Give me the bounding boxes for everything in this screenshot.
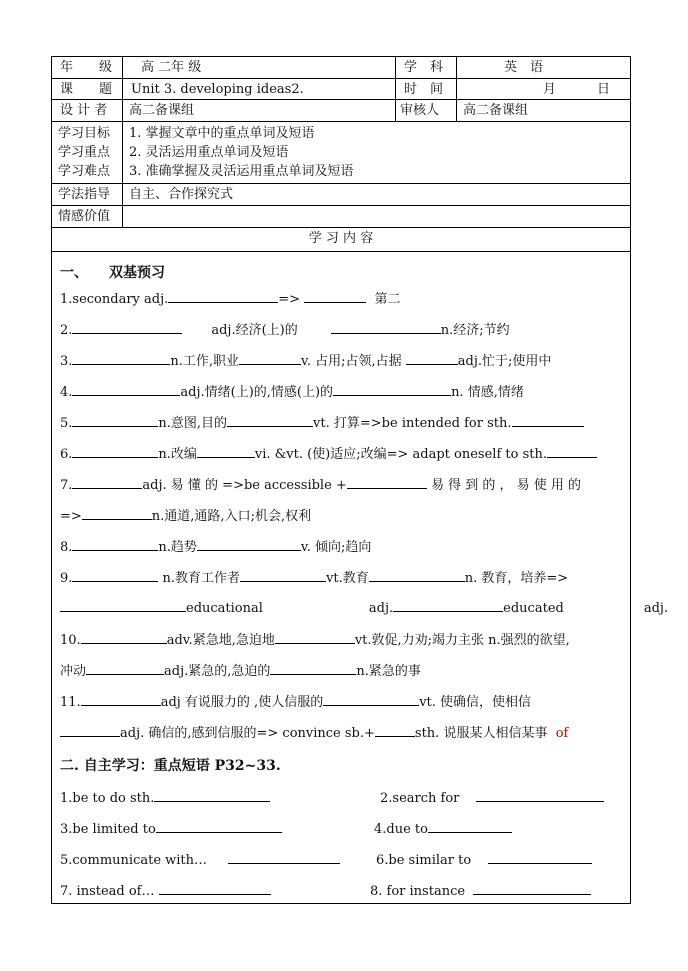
- header-row-grade: [52, 57, 630, 79]
- answer-blank[interactable]: [156, 819, 282, 833]
- answer-blank[interactable]: [275, 630, 355, 644]
- phrase-row-1: [60, 788, 622, 806]
- goal-label: 学习目标: [58, 126, 111, 141]
- answer-blank[interactable]: [72, 382, 180, 396]
- answer-blank[interactable]: [239, 351, 301, 365]
- focus-label: 学习重点: [58, 145, 111, 160]
- answer-blank[interactable]: [81, 630, 167, 644]
- content-title: 学 习 内 容: [308, 231, 374, 246]
- exercise-10: 10. adv.紧急地,急迫地 vt.敦促,力劝;竭力主张 n.强烈的欲望,: [60, 629, 622, 648]
- exercise-7-cont: => n.通道,通路,入口;机会,权利: [60, 505, 622, 524]
- answer-blank[interactable]: [168, 289, 278, 303]
- exercise-9-cont: educational adj. educated adj.: [60, 598, 622, 616]
- goals-row: [52, 122, 630, 184]
- answer-blank[interactable]: [72, 351, 170, 365]
- exercise-8: 8. n.趋势 v. 倾向;趋向: [60, 536, 622, 555]
- answer-blank[interactable]: [81, 692, 161, 706]
- goals-items: [123, 122, 630, 183]
- answer-blank[interactable]: [154, 788, 270, 802]
- phrase-item-right: 4.due to: [374, 819, 512, 837]
- answer-blank[interactable]: [60, 598, 186, 612]
- answer-blank[interactable]: [240, 568, 326, 582]
- subject-label: 学 科: [396, 57, 457, 78]
- answer-blank[interactable]: [473, 881, 591, 895]
- designer-value: 高二备课组: [123, 100, 396, 121]
- time-label: 时 间: [396, 79, 457, 99]
- answer-blank[interactable]: [333, 382, 451, 396]
- section1-title: 一、 双基预习: [60, 265, 165, 281]
- phrase-row-2: [60, 819, 622, 837]
- exercise-7: 7. adj. 易 懂 的 =>be accessible + 易 得 到 的 ， 易 使 用 的: [60, 474, 622, 493]
- method-label: 学法指导: [52, 184, 123, 205]
- grade-value: 高 二年 级: [123, 57, 396, 78]
- emotion-value: [123, 206, 630, 227]
- section2-title: 二. 自主学习：重点短语 P32~33.: [60, 758, 281, 774]
- answer-blank[interactable]: [512, 413, 584, 427]
- designer-label: 设 计 者: [52, 100, 123, 121]
- emotion-row: [52, 206, 630, 228]
- exercise-11-cont: adj. 确信的,感到信服的=> convince sb.+ sth. 说服某人相信某事 of: [60, 722, 622, 741]
- answer-blank[interactable]: [82, 506, 152, 520]
- date-cell: [457, 79, 630, 99]
- answer-blank[interactable]: [72, 475, 142, 489]
- exercise-6: 6. n.改编 vi. &vt. (使)适应;改编=> adapt oneself to sth.: [60, 443, 622, 462]
- answer-blank[interactable]: [406, 351, 458, 365]
- answer-blank[interactable]: [197, 444, 255, 458]
- month-label: 月: [543, 82, 557, 97]
- day-label: 日: [597, 82, 611, 97]
- topic-value: Unit 3. developing ideas2.: [123, 79, 396, 99]
- phrase-item: 3.be limited to: [60, 822, 156, 837]
- phrase-row-3: [60, 850, 622, 868]
- reviewer-label: 审核人: [396, 100, 457, 121]
- phrase-item-right: 6.be similar to: [376, 850, 592, 868]
- subject-value: 英 语: [503, 60, 543, 75]
- goals-labels: [52, 122, 123, 183]
- phrase-item: 7. instead of…: [60, 884, 155, 899]
- answer-blank[interactable]: [331, 320, 441, 334]
- goal-item: 2. 灵活运用重点单词及短语: [129, 145, 289, 160]
- exercise-3: 3. n.工作,职业 v. 占用;占领,占据 adj.忙于;使用中: [60, 350, 622, 369]
- grade-label: 年 级: [52, 57, 123, 78]
- header-row-designer: [52, 100, 630, 122]
- exercise-2: 2. adj.经济(上)的 n.经济;节约: [60, 319, 622, 338]
- exercise-4: 4. adj.情绪(上)的,情感(上)的 n. 情感,情绪: [60, 381, 622, 400]
- exercise-1: 1.secondary adj. => 第二: [60, 288, 622, 307]
- answer-blank[interactable]: [369, 568, 465, 582]
- phrase-item-right: 2.search for: [380, 788, 604, 806]
- content-title-row: [52, 228, 630, 252]
- answer-blank[interactable]: [159, 881, 271, 895]
- answer-blank[interactable]: [72, 413, 158, 427]
- answer-blank[interactable]: [375, 723, 415, 737]
- answer-blank[interactable]: [197, 537, 301, 551]
- method-value: 自主、合作探究式: [129, 187, 234, 202]
- reviewer-value: 高二备课组: [463, 103, 529, 118]
- answer-blank[interactable]: [304, 289, 366, 303]
- answer-blank[interactable]: [72, 537, 158, 551]
- answer-blank[interactable]: [347, 475, 427, 489]
- answer-blank[interactable]: [270, 661, 356, 675]
- exercise-9: 9. n.教育工作者 vt.教育 n. 教育，培养=>: [60, 567, 622, 586]
- answer-blank[interactable]: [428, 819, 512, 833]
- answer-blank[interactable]: [72, 568, 158, 582]
- answer-blank[interactable]: [323, 692, 419, 706]
- phrase-item-right: 8. for instance: [370, 881, 591, 899]
- answer-blank[interactable]: [547, 444, 597, 458]
- answer-blank[interactable]: [393, 598, 503, 612]
- method-row: [52, 184, 630, 206]
- topic-label: 课 题: [52, 79, 123, 99]
- answer-blank[interactable]: [72, 320, 182, 334]
- goal-item: 3. 准确掌握及灵活运用重点单词及短语: [129, 164, 354, 179]
- exercise-11: 11. adj 有说服力的 ,使人信服的 vt. 使确信，使相信: [60, 691, 622, 710]
- answer-blank[interactable]: [60, 723, 120, 737]
- exercise-10-cont: 冲动 adj.紧急的,急迫的 n.紧急的事: [60, 660, 622, 679]
- phrase-item: 5.communicate with…: [60, 853, 208, 868]
- answer-blank[interactable]: [228, 850, 340, 864]
- answer-blank[interactable]: [227, 413, 313, 427]
- lesson-plan-table: [51, 56, 669, 904]
- answer-blank[interactable]: [72, 444, 158, 458]
- answer-blank[interactable]: [86, 661, 164, 675]
- answer-blank[interactable]: [488, 850, 592, 864]
- phrase-item: 1.be to do sth.: [60, 791, 155, 806]
- exercise-5: 5. n.意图,目的 vt. 打算=>be intended for sth.: [60, 412, 622, 431]
- emotion-label: 情感价值: [52, 206, 123, 227]
- phrase-row-4: [60, 881, 622, 899]
- header-row-topic: [52, 79, 630, 100]
- goal-item: 1. 掌握文章中的重点单词及短语: [129, 126, 315, 141]
- answer-blank[interactable]: [476, 788, 604, 802]
- difficulty-label: 学习难点: [58, 164, 111, 179]
- red-annotation: of: [555, 726, 569, 741]
